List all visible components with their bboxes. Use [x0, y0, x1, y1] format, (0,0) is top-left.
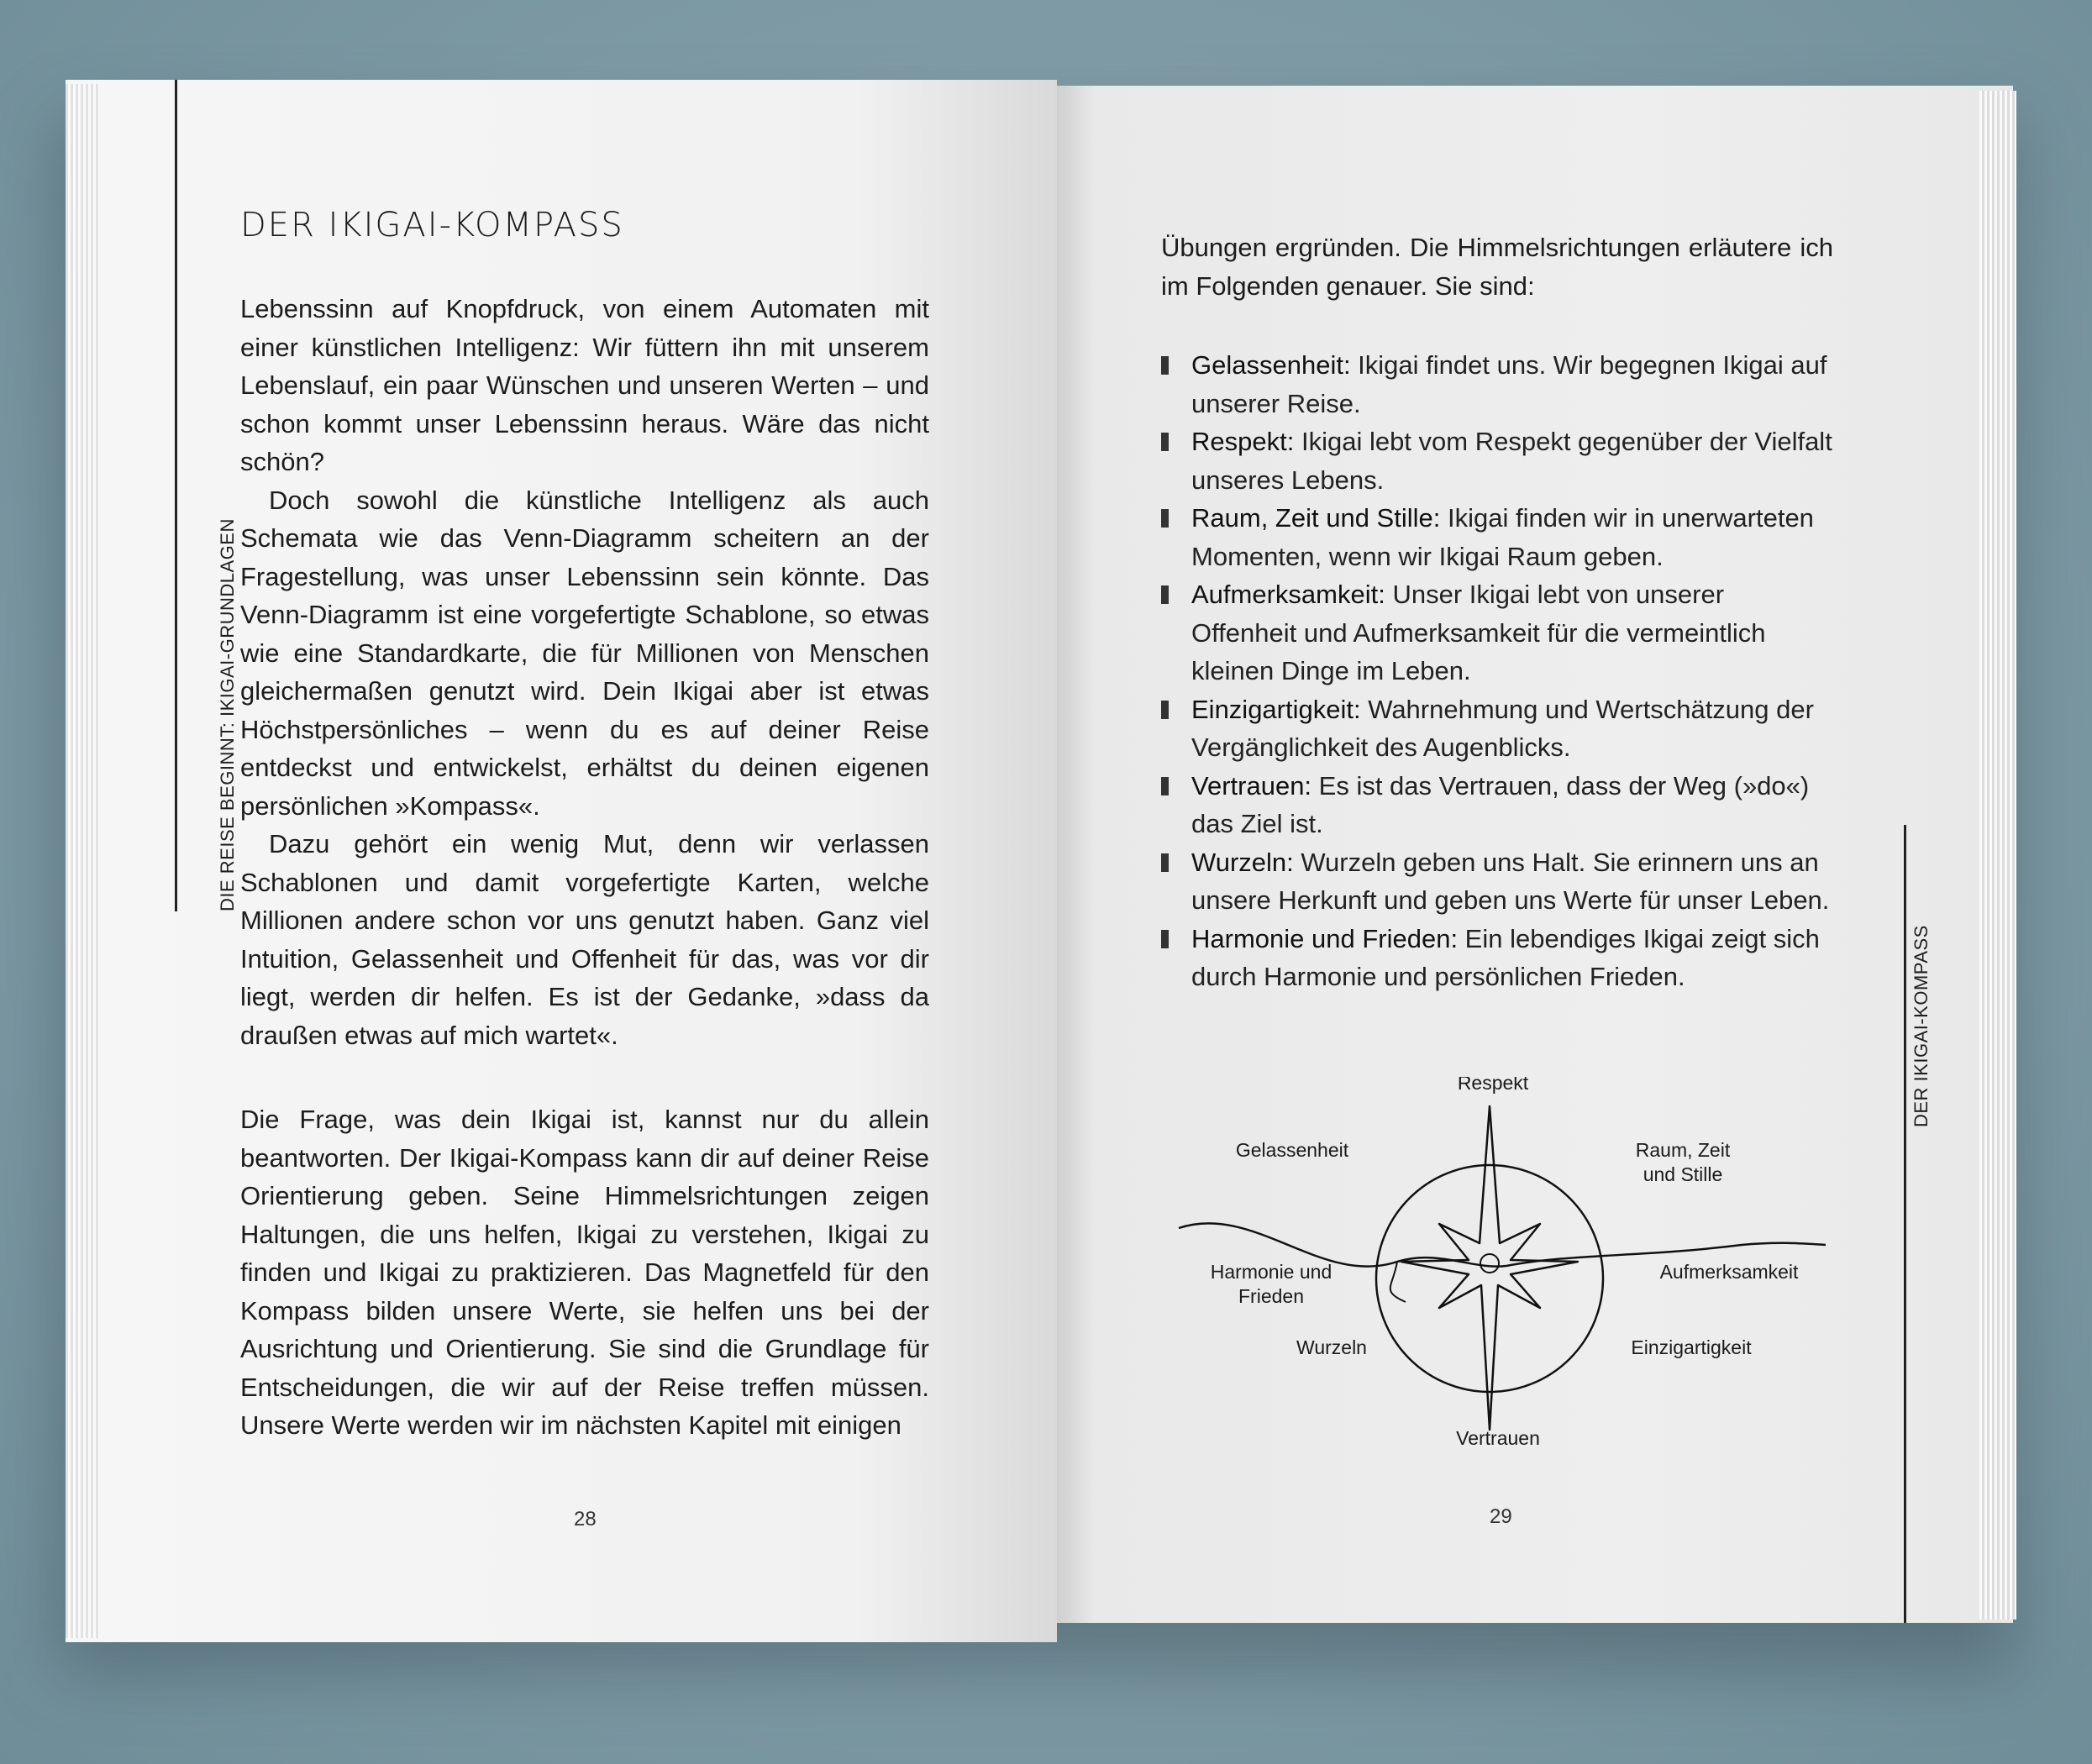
list-term: Harmonie und Frieden:	[1191, 923, 1459, 953]
list-text: Ikigai finden wir in unerwarteten Momenten, wenn wir Ikigai Raum geben.	[1191, 503, 1814, 571]
paragraph: Doch sowohl die künstliche Intelligenz als auch Schemata wie das Venn-Diagramm scheitern an der Fragestellung, was unser Lebenssinn sein könnte. Das Venn-Diagramm ist eine vorgefertigte Schablone, so etwas wie eine Standardkarte, die für Millionen von Menschen gleichermaßen genutzt wird. Dein Ikigai aber ist etwas Höchstpersönliches – wenn du es auf deiner Reise entdeckst und entwickelst, erhältst du deinen eigenen persönlichen »Kompass«.	[240, 485, 929, 821]
label-left-2: Frieden	[1238, 1285, 1304, 1307]
list-item	[1161, 690, 1833, 767]
label-left-1: Harmonie und	[1210, 1261, 1332, 1283]
paragraph: Übungen ergründen. Die Himmelsrichtungen erläutere ich im Folgenden genauer. Sie sind:	[1161, 233, 1833, 301]
left-page	[66, 80, 1057, 1642]
paragraph: Lebenssinn auf Knopfdruck, von einem Automaten mit einer künstlichen Intelligenz: Wir füttern ihn mit unserem Lebenslauf, ein paar Wünschen und unseren Werten – und schon kommt unser Lebenssinn heraus. Wäre das nicht schön?	[240, 294, 929, 476]
list-item	[1161, 423, 1833, 499]
list-text: Ikigai findet uns. Wir begegnen Ikigai auf unserer Reise.	[1191, 350, 1827, 418]
page-edges-left	[66, 84, 99, 1638]
list-text: Unser Ikigai lebt von unserer Offenheit und Aufmerksamkeit für die vermeintlich kleinen Dinge im Leben.	[1191, 580, 1766, 685]
list-text: Ein lebendiges Ikigai zeigt sich durch Harmonie und persönlichen Frieden.	[1191, 923, 1820, 991]
page-edges-right	[1979, 91, 2016, 1620]
list-term: Raum, Zeit und Stille:	[1191, 503, 1441, 533]
chapter-title: DER IKIGAI-KOMPASS	[240, 206, 624, 244]
page-number: 28	[574, 1508, 597, 1530]
list-term: Aufmerksamkeit:	[1191, 580, 1385, 609]
label-right: Aufmerksamkeit	[1659, 1261, 1799, 1283]
left-body-text	[240, 290, 929, 1054]
compass-star	[1401, 1106, 1578, 1430]
list-text: Ikigai lebt vom Respekt gegenüber der Vielfalt unseres Lebens.	[1191, 427, 1832, 495]
right-running-head: DER IKIGAI-KOMPASS	[1911, 925, 1932, 1127]
list-text: Wurzeln geben uns Halt. Sie erinnern uns an unsere Herkunft und geben uns Werte für unser Leben.	[1191, 847, 1830, 915]
compass-svg	[1154, 1077, 1826, 1463]
list-item	[1161, 499, 1833, 575]
label-top: Respekt	[1457, 1077, 1529, 1094]
label-bottom: Vertrauen	[1456, 1427, 1540, 1449]
paragraph: Dazu gehört ein wenig Mut, denn wir verlassen Schablonen und damit vorgefertigte Karten, welche Millionen andere schon vor uns genutzt haben. Ganz viel Intuition, Gelassenheit und Offenheit für das, was vor dir liegt, werden dir helfen. Es ist der Gedanke, »dass da draußen etwas auf mich wartet«.	[240, 829, 929, 1050]
label-top-left: Gelassenheit	[1235, 1139, 1349, 1161]
list-text: Es ist das Vertrauen, dass der Weg (»do«) das Ziel ist.	[1191, 770, 1810, 838]
label-bottom-left: Wurzeln	[1296, 1336, 1367, 1358]
left-body-text-2	[240, 1100, 929, 1445]
label-top-right-2: und Stille	[1643, 1163, 1723, 1185]
list-term: Einzigartigkeit:	[1191, 694, 1361, 724]
wave-line	[1179, 1223, 1826, 1266]
list-term: Wurzeln:	[1191, 847, 1294, 877]
wave-loop	[1390, 1262, 1406, 1302]
list-item	[1161, 346, 1833, 423]
label-bottom-right: Einzigartigkeit	[1631, 1336, 1752, 1358]
list-item	[1161, 767, 1833, 843]
paragraph: Die Frage, was dein Ikigai ist, kannst nur du allein beantworten. Der Ikigai-Kompass kann dir auf deiner Reise Orientierung geben. Seine Himmelsrichtungen zeigen Haltungen, die uns helfen, Ikigai zu verstehen, Ikigai zu finden und Ikigai zu praktizieren. Das Magnetfeld für den Kompass bilden unsere Werte, sie helfen uns bei der Ausrichtung und Orientierung. Sie sind die Grundlage für Entscheidungen, die wir auf der Reise treffen müssen. Unsere Werte werden wir im nächsten Kapitel mit einigen	[240, 1105, 929, 1440]
list-item	[1161, 920, 1833, 996]
list-item	[1161, 843, 1833, 920]
list-item	[1161, 575, 1833, 690]
list-text: Wahrnehmung und Wertschätzung der Vergänglichkeit des Augenblicks.	[1191, 694, 1814, 762]
list-term: Respekt:	[1191, 427, 1295, 456]
ikigai-compass-diagram	[1154, 1077, 1826, 1463]
label-top-right-1: Raum, Zeit	[1635, 1139, 1731, 1161]
right-running-head-rule	[1904, 825, 1906, 1623]
page-number: 29	[1490, 1505, 1512, 1528]
right-page	[1057, 86, 2013, 1623]
right-intro-text	[1161, 228, 1833, 305]
attitude-list	[1161, 346, 1833, 996]
compass-circle	[1376, 1165, 1603, 1392]
left-running-head: DIE REISE BEGINNT: IKIGAI-GRUNDLAGEN	[217, 518, 238, 911]
list-term: Vertrauen:	[1191, 770, 1312, 801]
compass-center	[1480, 1254, 1499, 1273]
left-running-head-rule	[175, 80, 177, 911]
list-term: Gelassenheit:	[1191, 350, 1351, 380]
